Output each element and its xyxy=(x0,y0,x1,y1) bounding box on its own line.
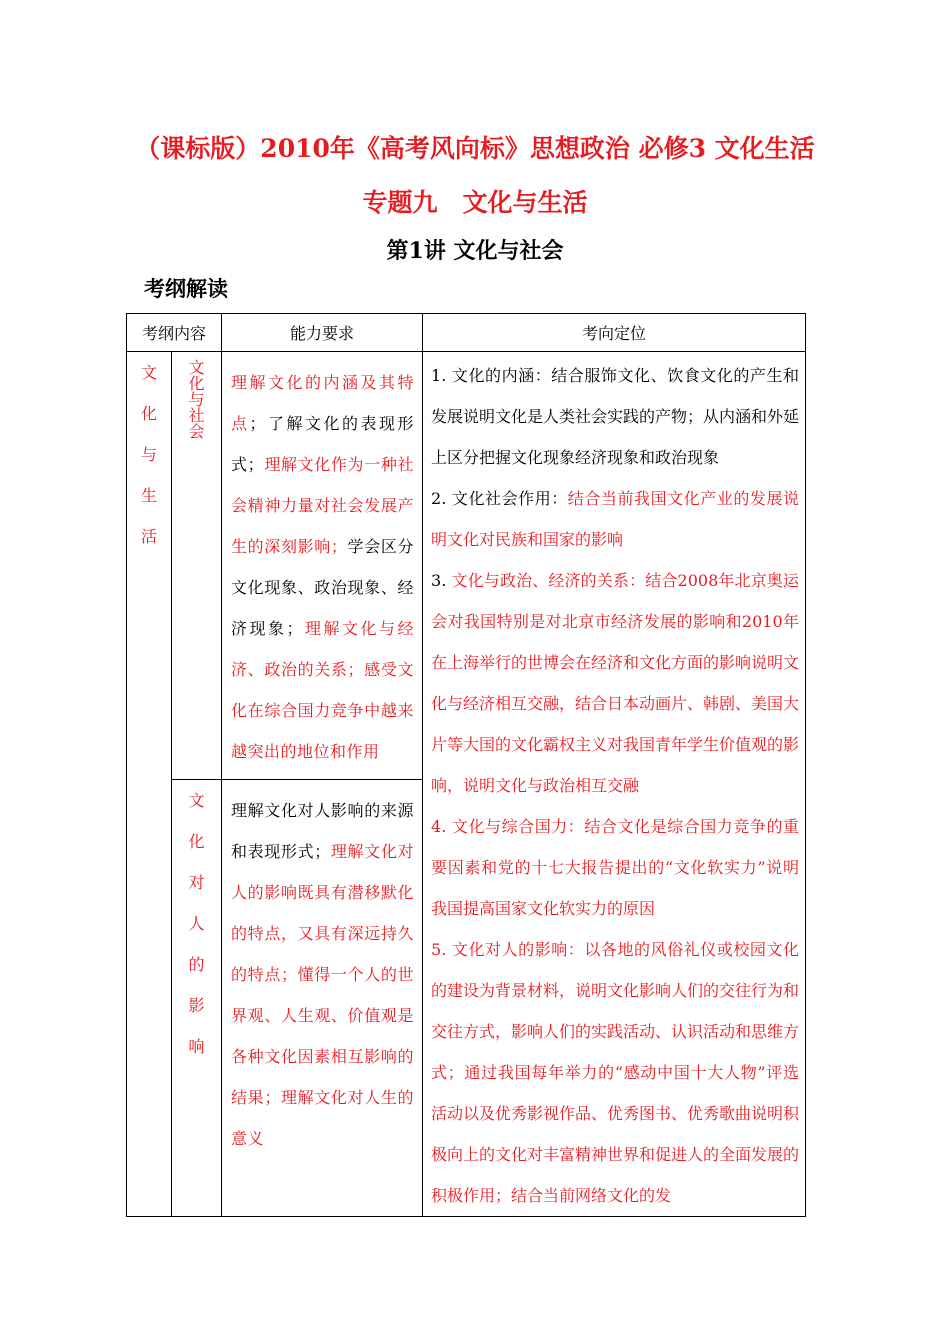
ability-1-segment: ；了解文化的表现形式； xyxy=(231,414,414,474)
main-topic-cell xyxy=(127,352,172,1217)
ability-cell-1 xyxy=(222,352,423,780)
main-topic-char: 活 xyxy=(140,527,157,546)
main-topic-text xyxy=(127,352,171,557)
position-segment: 2. 文化社会作用： xyxy=(431,489,568,508)
subtopic-2-text xyxy=(172,780,221,1067)
ability-2-text xyxy=(231,801,414,1148)
position-segment: 3. xyxy=(431,571,452,590)
header-ability: 能力要求 xyxy=(222,314,423,352)
position-segment: 1. 文化的内涵：结合服饰文化、饮食文化的产生和发展说明文化是人类社会实践的产物；从内涵和外延上区分把握文化现象经济现象和政治现象 xyxy=(431,366,800,467)
section-heading: 考纲解读 xyxy=(144,276,228,301)
header-content: 考纲内容 xyxy=(127,314,222,352)
topic-title: 专题九 文化与生活 xyxy=(362,188,588,217)
ability-1-segment: 理解文化的内涵及其特点 xyxy=(231,373,415,433)
ability-1-text xyxy=(231,373,414,761)
subtopic-2-char: 响 xyxy=(188,1036,205,1056)
table-header-row xyxy=(127,314,806,352)
main-topic-char: 与 xyxy=(140,445,157,464)
subtopic-2-char: 人 xyxy=(188,913,205,933)
ability-1-segment: 理解文化与经济、政治的关系；感受文化在综合国力竞争中越来越突出的地位和作用 xyxy=(231,619,415,761)
position-segment: 4. 文化与综合国力：结合文化是综合国力竞争的重要因素和党的十七大报告提出的“文化软实力”说明我国提高国家文化软实力的原因 xyxy=(431,817,800,918)
position-cell xyxy=(423,352,806,1217)
subtopic-1-char: 文 xyxy=(188,358,205,377)
main-topic-char: 生 xyxy=(140,486,157,505)
position-segment: 结合2008年北京奥运会对我国特别是对北京市经济发展的影响和2010年在上海举行的世博会在经济和文化方面的影响说明文化与经济相互交融，结合日本动画片、韩剧、美国大片等大国的文化霸权主义对我国青年学生价值观的影响，说明文化与政治相互交融 xyxy=(431,571,800,795)
subtopic-1-char: 会 xyxy=(188,422,205,441)
subtopic-1-char: 化 xyxy=(188,374,205,393)
subtopic-2-char: 文 xyxy=(188,790,205,810)
subtopic-1-char: 社 xyxy=(188,406,205,425)
table-row xyxy=(127,352,806,780)
ability-1-segment: 理解文化作为一种社会精神力量对社会发展产生的深刻影响； xyxy=(231,455,415,556)
position-segment: 结合当前我国文化产业的发展说明文化对民族和国家的影响 xyxy=(431,489,799,549)
position-text xyxy=(431,366,799,1205)
position-segment: 5. 文化对人的影响： xyxy=(431,940,585,959)
main-topic-char: 化 xyxy=(140,404,157,423)
ability-2-segment: 理解文化对人影响的来源和表现形式； xyxy=(231,800,415,861)
subtopic-2-char: 的 xyxy=(188,954,205,974)
header-position: 考向定位 xyxy=(423,314,806,352)
ability-1-segment: 学会区分文化现象、政治现象、经济现象； xyxy=(231,537,415,638)
position-segment: 以各地的风俗礼仪或校园文化的建设为背景材料，说明文化影响人们的交往行为和交往方式，影响人们的实践活动、认识活动和思维方式；通过我国每年举力的“感动中国十大人物”评选活动以及优秀影视作品、优秀图书、优秀歌曲说明积极向上的文化对丰富精神世界和促进人的全面发展的积极作用；结合当前网络文化的发 xyxy=(431,940,800,1205)
subtopic-2-char: 影 xyxy=(188,995,205,1015)
subtopic-cell-2 xyxy=(172,779,222,1216)
subtopic-1-text xyxy=(172,360,221,440)
syllabus-table xyxy=(126,313,806,1217)
subtopic-2-char: 对 xyxy=(188,872,205,892)
main-topic-char: 文 xyxy=(140,363,157,382)
position-segment: 文化与政治、经济的关系： xyxy=(451,571,646,590)
subtopic-2-char: 化 xyxy=(188,831,205,851)
ability-cell-2 xyxy=(222,779,423,1216)
lecture-title: 第1讲 文化与社会 xyxy=(386,238,564,264)
subtopic-cell-1 xyxy=(172,352,222,780)
subtopic-1-char: 与 xyxy=(188,390,205,409)
ability-2-segment: 理解文化对人的影响既具有潜移默化的特点，又具有深远持久的特点；懂得一个人的世界观、人生观、价值观是各种文化因素相互影响的结果；理解文化对人生的意义 xyxy=(231,841,415,1148)
document-title: （课标版）2010年《高考风向标》思想政治 必修3 文化生活 xyxy=(135,134,815,163)
